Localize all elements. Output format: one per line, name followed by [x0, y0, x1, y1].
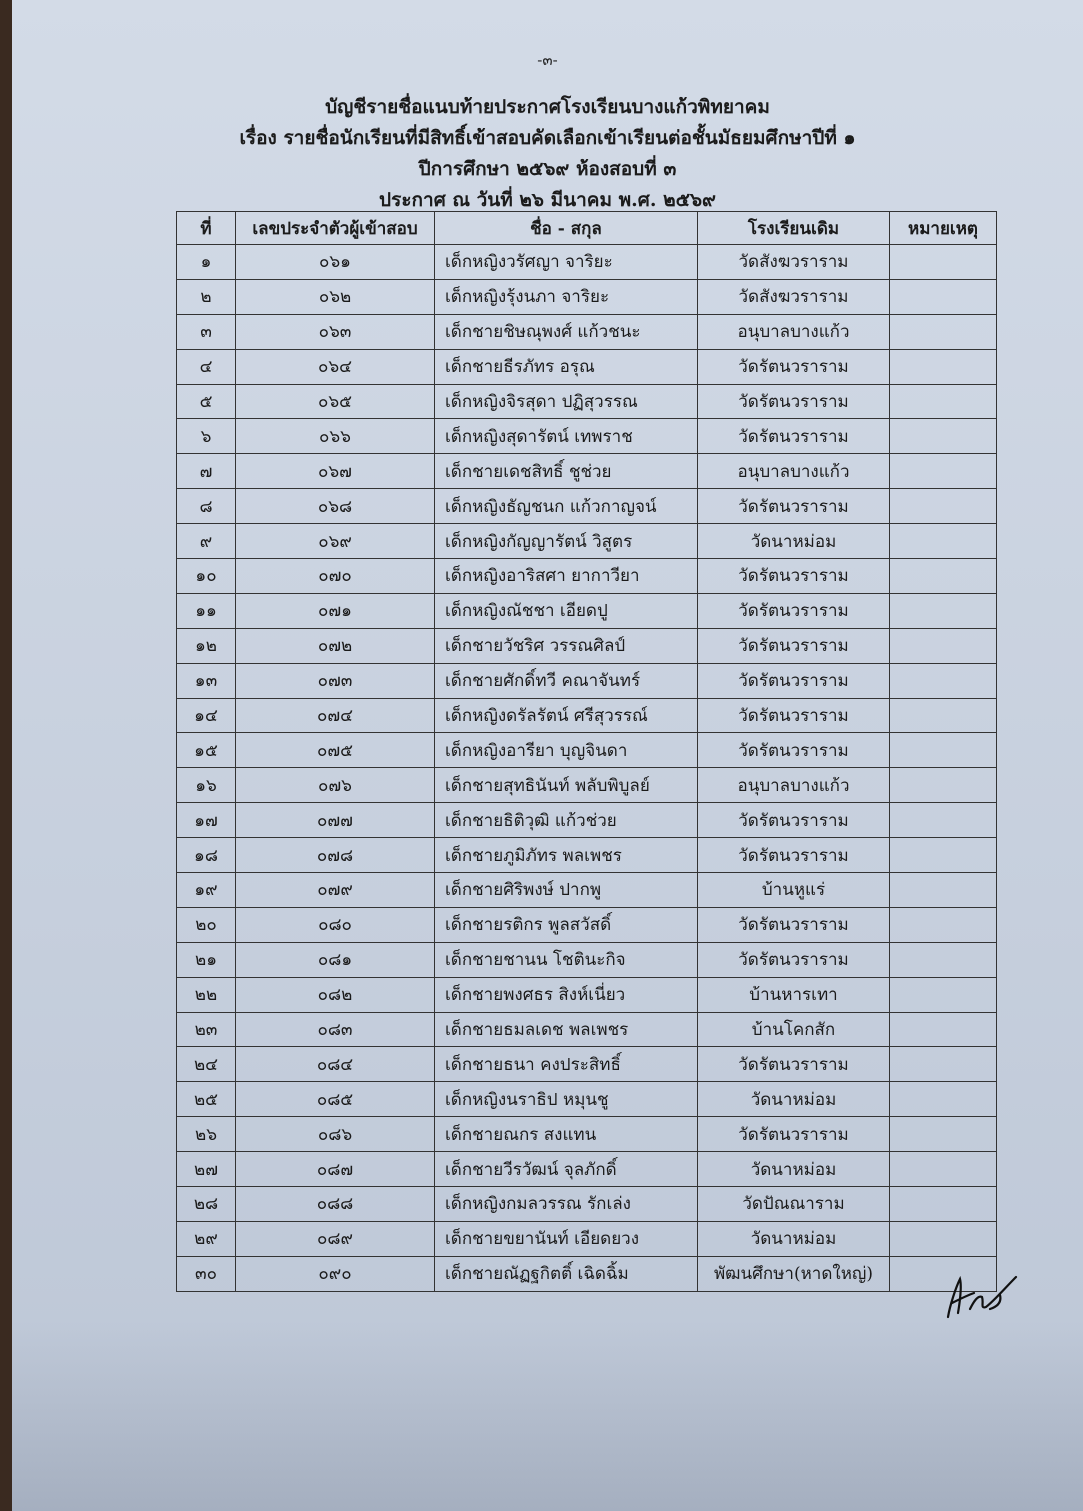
- table-row: [177, 1221, 997, 1256]
- student-name: เด็กหญิงดรัลรัตน์ ศรีสุวรรณ์: [435, 698, 698, 733]
- exam-id: ๐๘๔: [236, 1047, 435, 1082]
- remark: [890, 838, 997, 873]
- exam-id: ๐๖๑: [236, 245, 435, 280]
- exam-id: ๐๗๑: [236, 593, 435, 628]
- col-header-name: ชื่อ - สกุล: [435, 212, 698, 245]
- row-number: ๒๓: [177, 1012, 236, 1047]
- remark: [890, 803, 997, 838]
- table-row: [177, 419, 997, 454]
- row-number: ๒๐: [177, 907, 236, 942]
- exam-id: ๐๗๒: [236, 628, 435, 663]
- previous-school: วัดรัตนวราราม: [698, 907, 890, 942]
- student-name: เด็กหญิงณัชชา เอียดปู: [435, 593, 698, 628]
- header-subject: เรื่อง รายชื่อนักเรียนที่มีสิทธิ์เข้าสอบคัดเลือกเข้าเรียนต่อชั้นมัธยมศึกษาปีที่ ๑: [239, 127, 856, 149]
- previous-school: วัดรัตนวราราม: [698, 1047, 890, 1082]
- table-row: [177, 1152, 997, 1187]
- row-number: ๓๐: [177, 1256, 236, 1291]
- row-number: ๘: [177, 489, 236, 524]
- page-number: -๓-: [537, 51, 558, 69]
- previous-school: วัดรัตนวราราม: [698, 942, 890, 977]
- previous-school: วัดรัตนวราราม: [698, 384, 890, 419]
- table-row: [177, 768, 997, 803]
- student-name: เด็กชายศิริพงษ์ ปากพู: [435, 873, 698, 908]
- student-name: เด็กหญิงอาริสศา ยากาวียา: [435, 559, 698, 594]
- row-number: ๒: [177, 279, 236, 314]
- remark: [890, 733, 997, 768]
- student-name: เด็กชายธีรภัทร อรุณ: [435, 349, 698, 384]
- previous-school: วัดรัตนวราราม: [698, 663, 890, 698]
- remark: [890, 593, 997, 628]
- table-row: [177, 454, 997, 489]
- previous-school: วัดนาหม่อม: [698, 1082, 890, 1117]
- previous-school: วัดรัตนวราราม: [698, 733, 890, 768]
- table-row: [177, 349, 997, 384]
- previous-school: วัดรัตนวราราม: [698, 419, 890, 454]
- exam-id: ๐๘๓: [236, 1012, 435, 1047]
- exam-id: ๐๖๔: [236, 349, 435, 384]
- exam-id: ๐๘๘: [236, 1187, 435, 1222]
- previous-school: วัดรัตนวราราม: [698, 803, 890, 838]
- table-row: [177, 559, 997, 594]
- previous-school: วัดรัตนวราราม: [698, 489, 890, 524]
- remark: [890, 663, 997, 698]
- previous-school: อนุบาลบางแก้ว: [698, 454, 890, 489]
- exam-id: ๐๘๑: [236, 942, 435, 977]
- previous-school: บ้านหารเทา: [698, 977, 890, 1012]
- row-number: ๒๖: [177, 1117, 236, 1152]
- table-row: [177, 663, 997, 698]
- row-number: ๑๓: [177, 663, 236, 698]
- student-name: เด็กชายสุทธินันท์ พลับพิบูลย์: [435, 768, 698, 803]
- student-name: เด็กหญิงธัญชนก แก้วกาญจน์: [435, 489, 698, 524]
- student-name: เด็กหญิงกัญญารัตน์ วิสูตร: [435, 524, 698, 559]
- row-number: ๑๑: [177, 593, 236, 628]
- table-row: [177, 524, 997, 559]
- table-row: [177, 1117, 997, 1152]
- student-name: เด็กชายวีรวัฒน์ จุลภักดิ์: [435, 1152, 698, 1187]
- exam-id: ๐๖๗: [236, 454, 435, 489]
- col-header-no: ที่: [177, 212, 236, 245]
- table-row: [177, 838, 997, 873]
- table-row: [177, 942, 997, 977]
- table-row: [177, 698, 997, 733]
- student-name: เด็กชายวัชริศ วรรณศิลป์: [435, 628, 698, 663]
- row-number: ๑๙: [177, 873, 236, 908]
- student-name: เด็กชายชานน โชตินะกิจ: [435, 942, 698, 977]
- remark: [890, 245, 997, 280]
- row-number: ๑๔: [177, 698, 236, 733]
- remark: [890, 1012, 997, 1047]
- exam-id: ๐๖๘: [236, 489, 435, 524]
- exam-id: ๐๙๐: [236, 1256, 435, 1291]
- paper-shadow: [12, 1320, 1083, 1511]
- student-name: เด็กชายศักดิ์ทวี คณาจันทร์: [435, 663, 698, 698]
- remark: [890, 1047, 997, 1082]
- table-row: [177, 384, 997, 419]
- row-number: ๒๕: [177, 1082, 236, 1117]
- student-name: เด็กหญิงรุ้งนภา จาริยะ: [435, 279, 698, 314]
- previous-school: วัดปัณณาราม: [698, 1187, 890, 1222]
- row-number: ๑: [177, 245, 236, 280]
- exam-id: ๐๗๖: [236, 768, 435, 803]
- remark: [890, 768, 997, 803]
- previous-school: บ้านโคกสัก: [698, 1012, 890, 1047]
- remark: [890, 279, 997, 314]
- remark: [890, 384, 997, 419]
- table-row: [177, 1256, 997, 1291]
- exam-id: ๐๗๔: [236, 698, 435, 733]
- previous-school: วัดนาหม่อม: [698, 1152, 890, 1187]
- table-row: [177, 803, 997, 838]
- table-row: [177, 977, 997, 1012]
- remark: [890, 419, 997, 454]
- student-name: เด็กหญิงนราธิป หมุนชู: [435, 1082, 698, 1117]
- student-name: เด็กชายขยานันท์ เอียดยวง: [435, 1221, 698, 1256]
- previous-school: อนุบาลบางแก้ว: [698, 314, 890, 349]
- table-row: [177, 1187, 997, 1222]
- previous-school: วัดรัตนวราราม: [698, 698, 890, 733]
- previous-school: วัดนาหม่อม: [698, 524, 890, 559]
- table-row: [177, 1012, 997, 1047]
- remark: [890, 873, 997, 908]
- student-name: เด็กหญิงอารียา บุญจินดา: [435, 733, 698, 768]
- header-year-room: ปีการศึกษา ๒๕๖๙ ห้องสอบที่ ๓: [418, 158, 677, 180]
- exam-id: ๐๖๖: [236, 419, 435, 454]
- table-row: [177, 733, 997, 768]
- col-header-note: หมายเหตุ: [890, 212, 997, 245]
- table-row: [177, 489, 997, 524]
- exam-id: ๐๗๙: [236, 873, 435, 908]
- table-row: [177, 628, 997, 663]
- remark: [890, 698, 997, 733]
- table-row: [177, 279, 997, 314]
- student-name: เด็กชายธนา คงประสิทธิ์: [435, 1047, 698, 1082]
- student-name: เด็กชายธิติวุฒิ แก้วช่วย: [435, 803, 698, 838]
- row-number: ๔: [177, 349, 236, 384]
- student-table: [176, 211, 997, 1292]
- table-row: [177, 245, 997, 280]
- previous-school: วัดรัตนวราราม: [698, 838, 890, 873]
- exam-id: ๐๗๗: [236, 803, 435, 838]
- table-row: [177, 593, 997, 628]
- remark: [890, 314, 997, 349]
- remark: [890, 524, 997, 559]
- previous-school: วัดรัตนวราราม: [698, 349, 890, 384]
- previous-school: วัดรัตนวราราม: [698, 593, 890, 628]
- student-name: เด็กชายพงศธร สิงห์เนี่ยว: [435, 977, 698, 1012]
- row-number: ๒๙: [177, 1221, 236, 1256]
- exam-id: ๐๗๕: [236, 733, 435, 768]
- remark: [890, 907, 997, 942]
- exam-id: ๐๗๐: [236, 559, 435, 594]
- row-number: ๒๘: [177, 1187, 236, 1222]
- student-name: เด็กชายภูมิภัทร พลเพชร: [435, 838, 698, 873]
- student-name: เด็กชายณกร สงแทน: [435, 1117, 698, 1152]
- exam-id: ๐๖๓: [236, 314, 435, 349]
- row-number: ๓: [177, 314, 236, 349]
- row-number: ๑๖: [177, 768, 236, 803]
- col-header-id: เลขประจำตัวผู้เข้าสอบ: [236, 212, 435, 245]
- student-name: เด็กหญิงจิรสุดา ปฏิสุวรรณ: [435, 384, 698, 419]
- exam-id: ๐๖๕: [236, 384, 435, 419]
- student-name: เด็กชายเดชสิทธิ์ ชูช่วย: [435, 454, 698, 489]
- previous-school: วัดสังฆวราราม: [698, 245, 890, 280]
- previous-school: วัดรัตนวราราม: [698, 559, 890, 594]
- table-row: [177, 873, 997, 908]
- exam-id: ๐๘๒: [236, 977, 435, 1012]
- row-number: ๒๑: [177, 942, 236, 977]
- previous-school: อนุบาลบางแก้ว: [698, 768, 890, 803]
- exam-id: ๐๘๗: [236, 1152, 435, 1187]
- remark: [890, 1152, 997, 1187]
- row-number: ๑๒: [177, 628, 236, 663]
- previous-school: วัดสังฆวราราม: [698, 279, 890, 314]
- previous-school: วัดรัตนวราราม: [698, 628, 890, 663]
- exam-id: ๐๖๙: [236, 524, 435, 559]
- exam-id: ๐๗๘: [236, 838, 435, 873]
- col-header-school: โรงเรียนเดิม: [698, 212, 890, 245]
- remark: [890, 489, 997, 524]
- remark: [890, 1221, 997, 1256]
- row-number: ๑๗: [177, 803, 236, 838]
- student-name: เด็กชายชิษณุพงศ์ แก้วชนะ: [435, 314, 698, 349]
- row-number: ๖: [177, 419, 236, 454]
- row-number: ๑๘: [177, 838, 236, 873]
- table-row: [177, 907, 997, 942]
- table-body: [177, 245, 997, 1292]
- row-number: ๕: [177, 384, 236, 419]
- row-number: ๒๒: [177, 977, 236, 1012]
- remark: [890, 1117, 997, 1152]
- table-row: [177, 1082, 997, 1117]
- previous-school: วัดนาหม่อม: [698, 1221, 890, 1256]
- row-number: ๑๕: [177, 733, 236, 768]
- table-row: [177, 1047, 997, 1082]
- remark: [890, 942, 997, 977]
- signature-icon: [930, 1265, 1025, 1325]
- remark: [890, 454, 997, 489]
- previous-school: บ้านหูแร่: [698, 873, 890, 908]
- previous-school: พัฒนศึกษา(หาดใหญ่): [698, 1256, 890, 1291]
- student-name: เด็กหญิงกมลวรรณ รักเล่ง: [435, 1187, 698, 1222]
- remark: [890, 977, 997, 1012]
- row-number: ๑๐: [177, 559, 236, 594]
- exam-id: ๐๘๖: [236, 1117, 435, 1152]
- table-row: [177, 314, 997, 349]
- remark: [890, 1187, 997, 1222]
- header-title: บัญชีรายชื่อแนบท้ายประกาศโรงเรียนบางแก้วพิทยาคม: [325, 96, 770, 118]
- row-number: ๗: [177, 454, 236, 489]
- previous-school: วัดรัตนวราราม: [698, 1117, 890, 1152]
- exam-id: ๐๘๙: [236, 1221, 435, 1256]
- row-number: ๒๔: [177, 1047, 236, 1082]
- remark: [890, 628, 997, 663]
- student-name: เด็กชายธมลเดช พลเพชร: [435, 1012, 698, 1047]
- exam-id: ๐๘๕: [236, 1082, 435, 1117]
- student-name: เด็กชายณัฏฐกิตติ์ เฉิดฉิ้ม: [435, 1256, 698, 1291]
- student-name: เด็กหญิงวรัศญา จาริยะ: [435, 245, 698, 280]
- exam-id: ๐๗๓: [236, 663, 435, 698]
- exam-id: ๐๖๒: [236, 279, 435, 314]
- remark: [890, 349, 997, 384]
- header-date: ประกาศ ณ วันที่ ๒๖ มีนาคม พ.ศ. ๒๕๖๙: [379, 189, 716, 211]
- remark: [890, 559, 997, 594]
- table-header-row: [177, 212, 997, 245]
- row-number: ๒๗: [177, 1152, 236, 1187]
- row-number: ๙: [177, 524, 236, 559]
- student-name: เด็กชายรติกร พูลสวัสดิ์: [435, 907, 698, 942]
- exam-id: ๐๘๐: [236, 907, 435, 942]
- remark: [890, 1082, 997, 1117]
- student-name: เด็กหญิงสุดารัตน์ เทพราช: [435, 419, 698, 454]
